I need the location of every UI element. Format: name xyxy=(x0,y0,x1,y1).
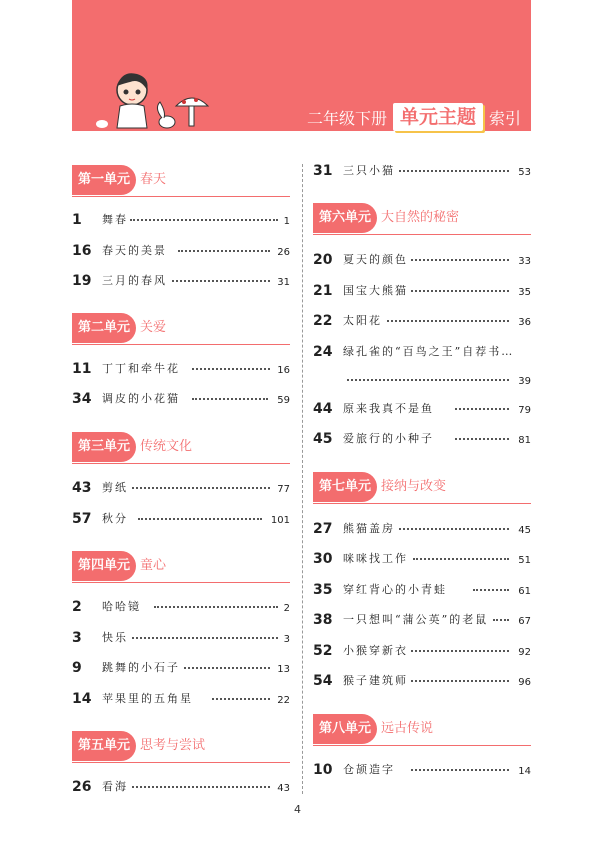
entry-page: 81 xyxy=(518,435,531,446)
entry-title: 舞春 xyxy=(102,213,128,226)
entry-number: 9 xyxy=(72,660,82,676)
entry-title: 秋分 xyxy=(102,512,128,525)
unit-header xyxy=(313,203,531,235)
entry-number: 45 xyxy=(313,431,333,447)
unit-header xyxy=(72,432,290,464)
entry-title: 调皮的小花猫 xyxy=(102,392,180,405)
unit-badge: 第三单元 xyxy=(72,432,136,462)
toc-entry[interactable] xyxy=(72,241,290,261)
entry-number: 20 xyxy=(313,252,333,268)
toc-entry[interactable] xyxy=(72,509,290,529)
entry-title: 看海 xyxy=(102,780,128,793)
entry-number: 10 xyxy=(313,762,333,778)
entry-title: 一只想叫“蒲公英”的老鼠 xyxy=(343,613,489,626)
toc-entry[interactable] xyxy=(313,760,531,780)
entry-page: 39 xyxy=(518,376,531,387)
entry-page: 13 xyxy=(277,664,290,675)
toc-entry[interactable] xyxy=(313,610,531,630)
unit-header xyxy=(72,551,290,583)
grade-label: 二年级下册 xyxy=(306,108,387,128)
entry-page: 16 xyxy=(277,365,290,376)
entry-page: 53 xyxy=(518,167,531,178)
entry-page: 35 xyxy=(518,287,531,298)
entry-page: 101 xyxy=(270,515,290,526)
entry-title: 原来我真不是鱼 xyxy=(343,402,434,415)
toc-entry[interactable] xyxy=(313,342,531,362)
entry-number: 52 xyxy=(313,643,333,659)
entry-page: 51 xyxy=(518,555,531,566)
unit-badge: 第一单元 xyxy=(72,165,136,195)
entry-number: 14 xyxy=(72,691,92,707)
toc-entry[interactable] xyxy=(72,628,290,648)
toc-entry[interactable] xyxy=(72,210,290,230)
entry-page: 14 xyxy=(518,766,531,777)
toc-entry[interactable] xyxy=(313,671,531,691)
entry-page: 79 xyxy=(518,405,531,416)
toc-entry[interactable] xyxy=(72,478,290,498)
entry-title: 小猴穿新衣 xyxy=(343,644,408,657)
unit-name: 关爱 xyxy=(140,320,167,335)
entry-page: 1 xyxy=(283,216,290,227)
entry-page: 61 xyxy=(518,586,531,597)
entry-title: 三只小猫 xyxy=(343,164,395,177)
toc-entry[interactable] xyxy=(313,311,531,331)
entry-number: 1 xyxy=(72,212,82,228)
entry-number: 34 xyxy=(72,391,92,407)
toc-entry[interactable] xyxy=(313,281,531,301)
entry-title: 快乐 xyxy=(102,631,128,644)
entry-page: 36 xyxy=(518,317,531,328)
entry-title: 跳舞的小石子 xyxy=(102,661,180,674)
entry-title: 哈哈镜 xyxy=(102,600,141,613)
unit-name: 大自然的秘密 xyxy=(381,210,460,225)
toc-entry[interactable] xyxy=(313,250,531,270)
entry-title: 三月的春风 xyxy=(102,274,167,287)
unit-header xyxy=(313,714,531,746)
header-banner xyxy=(72,0,531,131)
toc-entry[interactable] xyxy=(313,641,531,661)
entry-page: 67 xyxy=(518,616,531,627)
entry-number: 35 xyxy=(313,582,333,598)
toc-entry[interactable] xyxy=(313,580,531,600)
entry-number: 26 xyxy=(72,779,92,795)
entry-title: 夏天的颜色 xyxy=(343,253,408,266)
toc-entry[interactable] xyxy=(72,271,290,291)
column-divider xyxy=(302,164,303,794)
unit-badge: 第五单元 xyxy=(72,731,136,761)
entry-title: 仓颉造字 xyxy=(343,763,395,776)
entry-number: 57 xyxy=(72,511,92,527)
unit-name: 接纳与改变 xyxy=(381,479,447,494)
unit-name: 传统文化 xyxy=(140,439,193,454)
boy-illustration-icon xyxy=(92,68,212,130)
entry-title: 苹果里的五角星 xyxy=(102,692,193,705)
entry-page: 33 xyxy=(518,256,531,267)
entry-number: 30 xyxy=(313,551,333,567)
toc-entry[interactable] xyxy=(72,597,290,617)
entry-number: 38 xyxy=(313,612,333,628)
entry-title: 猴子建筑师 xyxy=(343,674,408,687)
entry-page: 96 xyxy=(518,677,531,688)
unit-badge: 第四单元 xyxy=(72,551,136,581)
entry-page: 43 xyxy=(277,783,290,794)
toc-entry[interactable] xyxy=(313,399,531,419)
entry-title: 咪咪找工作 xyxy=(343,552,408,565)
unit-name: 思考与尝试 xyxy=(140,738,206,753)
toc-entry[interactable] xyxy=(313,519,531,539)
unit-header xyxy=(72,165,290,197)
toc-entry[interactable] xyxy=(72,777,290,797)
page-number: 4 xyxy=(294,803,301,816)
entry-title: 太阳花 xyxy=(343,314,382,327)
toc-entry[interactable] xyxy=(313,549,531,569)
entry-number: 19 xyxy=(72,273,92,289)
unit-badge: 第八单元 xyxy=(313,714,377,744)
entry-number: 11 xyxy=(72,361,92,377)
entry-number: 3 xyxy=(72,630,82,646)
unit-name: 春天 xyxy=(140,172,167,187)
entry-page: 3 xyxy=(283,634,290,645)
toc-entry-continuation[interactable] xyxy=(313,370,531,390)
index-label: 索引 xyxy=(488,108,521,128)
toc-entry[interactable] xyxy=(313,161,531,181)
toc-entry[interactable] xyxy=(313,429,531,449)
entry-page: 31 xyxy=(277,277,290,288)
toc-entry[interactable] xyxy=(72,389,290,409)
entry-page: 77 xyxy=(277,484,290,495)
unit-badge: 第七单元 xyxy=(313,472,377,502)
entry-number: 2 xyxy=(72,599,82,615)
entry-page: 26 xyxy=(277,247,290,258)
entry-title: 剪纸 xyxy=(102,481,128,494)
unit-badge: 第六单元 xyxy=(313,203,377,233)
entry-title: 穿红背心的小青蛙 xyxy=(343,583,447,596)
entry-number: 43 xyxy=(72,480,92,496)
unit-name: 童心 xyxy=(140,558,167,573)
entry-number: 24 xyxy=(313,344,333,360)
entry-number: 22 xyxy=(313,313,333,329)
entry-number: 21 xyxy=(313,283,333,299)
entry-page: 45 xyxy=(518,525,531,536)
entry-title: 熊猫盖房 xyxy=(343,522,395,535)
entry-number: 31 xyxy=(313,163,333,179)
title-badge: 单元主题 xyxy=(393,103,483,131)
entry-title: 国宝大熊猫 xyxy=(343,284,408,297)
toc-entry[interactable] xyxy=(72,359,290,379)
entry-page: 22 xyxy=(277,695,290,706)
entry-number: 54 xyxy=(313,673,333,689)
entry-page: 59 xyxy=(277,395,290,406)
unit-header xyxy=(72,313,290,345)
entry-number: 27 xyxy=(313,521,333,537)
unit-name: 远古传说 xyxy=(381,721,434,736)
entry-title: 春天的美景 xyxy=(102,244,167,257)
entry-page: 2 xyxy=(283,603,290,614)
unit-header xyxy=(313,472,531,504)
toc-entry[interactable] xyxy=(72,689,290,709)
header-title xyxy=(307,103,521,131)
entry-title: 绿孔雀的“百鸟之王”自荐书… xyxy=(343,345,515,358)
entry-title: 丁丁和牵牛花 xyxy=(102,362,180,375)
entry-page: 92 xyxy=(518,647,531,658)
unit-header xyxy=(72,731,290,763)
entry-title: 爱旅行的小种子 xyxy=(343,432,434,445)
toc-entry[interactable] xyxy=(72,658,290,678)
entry-number: 16 xyxy=(72,243,92,259)
unit-badge: 第二单元 xyxy=(72,313,136,343)
entry-number: 44 xyxy=(313,401,333,417)
